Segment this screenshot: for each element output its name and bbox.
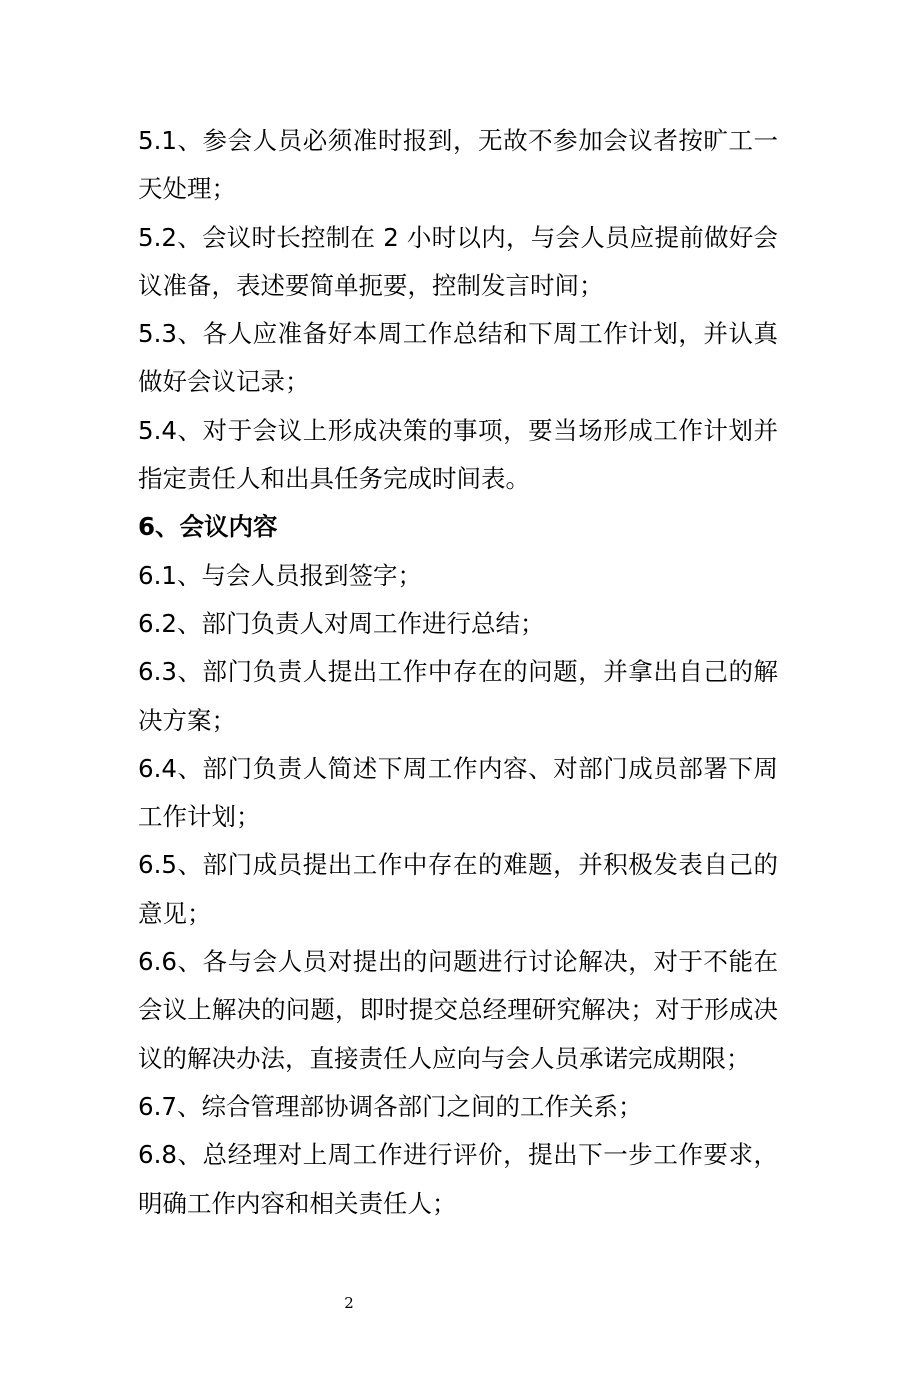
paragraph-5-3: 5.3、各人应准备好本周工作总结和下周工作计划，并认真做好会议记录； [138, 319, 778, 397]
section-6-heading: 6、会议内容 [138, 512, 278, 542]
paragraph-5-1: 5.1、参会人员必须准时报到，无故不参加会议者按旷工一天处理； [138, 126, 778, 204]
paragraph-6-4: 6.4、部门负责人简述下周工作内容、对部门成员部署下周工作计划； [138, 753, 778, 832]
paragraph-6-7: 6.7、综合管理部协调各部门之间的工作关系； [138, 1091, 643, 1121]
paragraph-6-8: 6.8、总经理对上周工作进行评价，提出下一步工作要求，明确工作内容和相关责任人； [138, 1140, 778, 1218]
paragraph-6-6: 6.6、各与会人员对提出的问题进行讨论解决，对于不能在会议上解决的问题，即时提交总经理研究解决；对于形成决议的解决办法，直接责任人应向与会人员承诺完成期限； [138, 947, 778, 1073]
paragraph-6-1: 6.1、与会人员报到签字； [138, 560, 422, 590]
paragraph-5-2: 5.2、会议时长控制在 2 小时以内，与会人员应提前做好会议准备，表述要简单扼要，控制发言时间； [138, 222, 778, 300]
paragraph-6-2: 6.2、部门负责人对周工作进行总结； [138, 608, 545, 638]
document-body [138, 117, 778, 1228]
paragraph-5-4: 5.4、对于会议上形成决策的事项，要当场形成工作计划并指定责任人和出具任务完成时间表。 [138, 415, 778, 494]
page-number: 2 [344, 1294, 354, 1312]
paragraph-6-3: 6.3、部门负责人提出工作中存在的问题，并拿出自己的解决方案； [138, 657, 778, 735]
paragraph-6-5: 6.5、部门成员提出工作中存在的难题，并积极发表自己的意见； [138, 850, 778, 928]
